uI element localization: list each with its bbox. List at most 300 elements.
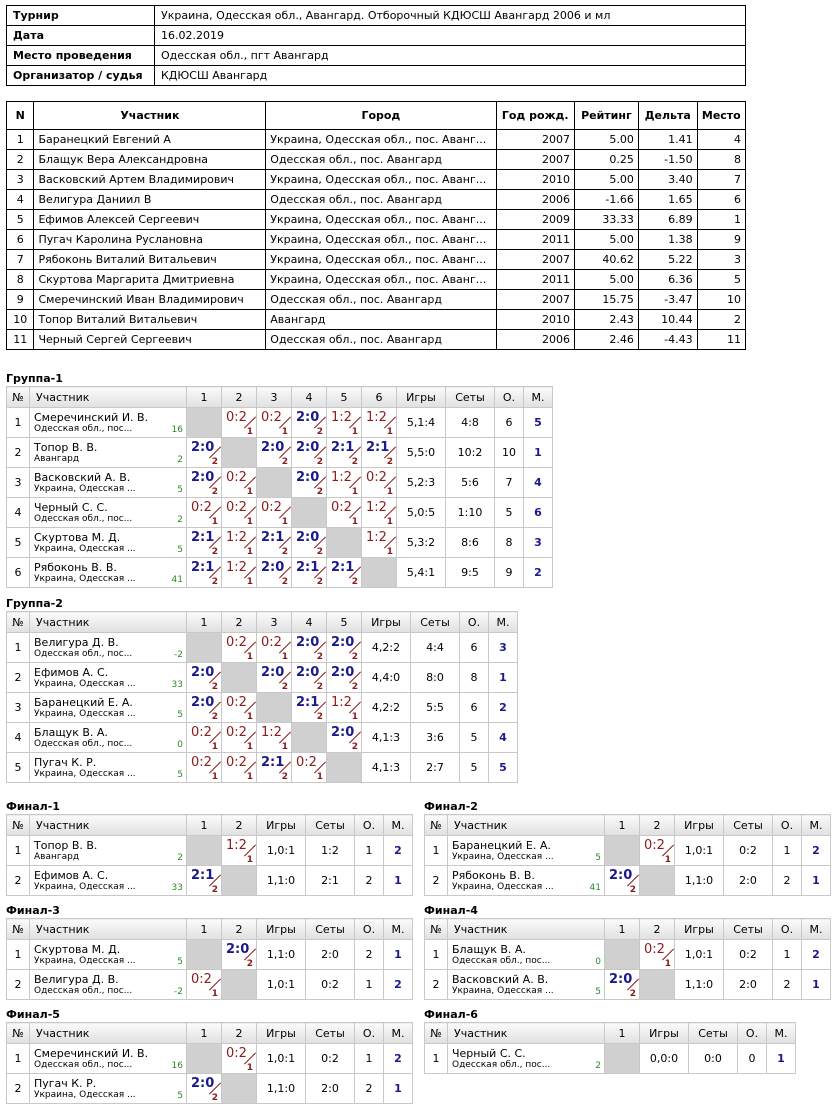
self-cell	[222, 438, 257, 468]
final-place: 2	[802, 836, 831, 866]
group-header: Сеты	[724, 815, 773, 836]
participant-name: Смеречинский И. В.	[34, 1047, 149, 1060]
group-header: М.	[384, 919, 413, 940]
participant-cell	[30, 836, 187, 866]
participant-cell: 2	[7, 150, 34, 170]
match-score: 2:0	[296, 410, 320, 425]
group-row	[7, 970, 413, 1000]
participant-name: Блащук В. А.	[452, 943, 526, 956]
match-points: 2	[351, 457, 358, 467]
match-points: 2	[211, 457, 218, 467]
stat-sets: 4:4	[411, 633, 460, 663]
stat-pts: 2	[355, 1074, 384, 1104]
group-row	[7, 498, 553, 528]
participant-cell: 8	[7, 270, 34, 290]
self-cell	[187, 1044, 222, 1074]
final-place: 6	[524, 498, 553, 528]
stat-games: 4,4:0	[362, 663, 411, 693]
group-header: Игры	[675, 815, 724, 836]
match-score: 2:1	[191, 560, 215, 575]
group-title: Финал-4	[424, 904, 478, 917]
row-number: 2	[7, 866, 30, 896]
stat-sets: 0:2	[724, 836, 773, 866]
match-points: 2	[316, 427, 323, 437]
participant-cell: 2007	[496, 130, 574, 150]
match-result	[187, 498, 222, 528]
group-header-row	[7, 919, 413, 940]
participant-cell: 6.36	[638, 270, 697, 290]
participant-cell: 11	[697, 330, 745, 350]
row-number: 1	[7, 836, 30, 866]
match-points: 1	[386, 517, 393, 527]
match-points: 2	[316, 682, 323, 692]
stat-sets: 1:2	[306, 836, 355, 866]
stat-pts: 1	[355, 970, 384, 1000]
participant-name: Рябоконь В. В.	[452, 869, 535, 882]
match-result	[187, 753, 222, 783]
match-score: 2:0	[296, 470, 320, 485]
participant-rating: 0	[595, 957, 601, 967]
match-result	[292, 663, 327, 693]
group-header: Игры	[257, 919, 306, 940]
match-score: 1:2	[331, 695, 352, 710]
group-header-col: 2	[640, 815, 675, 836]
row-number: 3	[7, 693, 30, 723]
stat-pts: 1	[773, 940, 802, 970]
stat-sets: 0:2	[306, 1044, 355, 1074]
group-header: М.	[384, 815, 413, 836]
participant-cell: 3	[7, 170, 34, 190]
participant-name: Васковский А. В.	[452, 973, 549, 986]
group-table	[6, 918, 413, 1000]
final-place: 2	[384, 836, 413, 866]
match-score: 1:2	[226, 560, 247, 575]
group-header: Участник	[30, 919, 187, 940]
participant-city: Украина, Одесская ...	[34, 769, 136, 779]
group-header: №	[7, 919, 30, 940]
participant-rating: 5	[177, 485, 183, 495]
participant-rating: 33	[171, 883, 183, 893]
group-title: Финал-5	[6, 1008, 60, 1021]
stat-games: 5,5:0	[397, 438, 446, 468]
participant-cell	[30, 693, 187, 723]
participant-name: Ефимов А. С.	[34, 666, 109, 679]
group-row	[7, 836, 413, 866]
participant-rating: 5	[177, 770, 183, 780]
participant-cell: Одесская обл., пос. Авангард	[266, 330, 496, 350]
participant-cell	[30, 468, 187, 498]
match-points: 1	[246, 517, 253, 527]
group-header: №	[425, 815, 448, 836]
participants-header: Город	[266, 102, 496, 130]
final-place: 2	[384, 970, 413, 1000]
stat-sets: 0:2	[306, 970, 355, 1000]
participant-cell: 2010	[496, 170, 574, 190]
stat-games: 1,1:0	[257, 1074, 306, 1104]
stat-sets: 2:0	[724, 970, 773, 1000]
match-points: 2	[281, 577, 288, 587]
match-points: 1	[664, 855, 671, 865]
match-points: 1	[386, 427, 393, 437]
info-value: КДЮСШ Авангард	[155, 66, 746, 86]
match-score: 2:0	[261, 560, 285, 575]
match-result	[222, 633, 257, 663]
match-score: 2:0	[191, 470, 215, 485]
row-number: 4	[7, 723, 30, 753]
group-header: М.	[384, 1023, 413, 1044]
participant-cell: Смеречинский Иван Владимирович	[34, 290, 266, 310]
group-table	[6, 611, 518, 783]
match-points: 2	[316, 487, 323, 497]
match-points: 1	[246, 577, 253, 587]
group-header-col: 3	[257, 387, 292, 408]
participant-name: Велигура Д. В.	[34, 636, 119, 649]
participant-rating: 5	[177, 710, 183, 720]
self-cell	[187, 633, 222, 663]
match-result	[222, 723, 257, 753]
match-points: 2	[211, 487, 218, 497]
stat-games: 1,1:0	[257, 940, 306, 970]
match-score: 2:1	[366, 440, 390, 455]
participant-cell	[30, 438, 187, 468]
match-points: 1	[351, 712, 358, 722]
match-score: 2:0	[296, 635, 320, 650]
participant-cell: Топор Виталий Витальевич	[34, 310, 266, 330]
self-cell	[327, 753, 362, 783]
stat-games: 1,0:1	[675, 940, 724, 970]
match-score: 2:0	[331, 635, 355, 650]
final-place: 4	[524, 468, 553, 498]
match-result	[187, 1074, 222, 1104]
participant-cell	[30, 970, 187, 1000]
match-result	[257, 723, 292, 753]
group-header-col: 4	[292, 387, 327, 408]
group-title: Финал-1	[6, 800, 60, 813]
stat-pts: 8	[460, 663, 489, 693]
match-points: 2	[211, 682, 218, 692]
group-header-col: 1	[187, 919, 222, 940]
participant-cell: Одесская обл., пос. Авангард	[266, 190, 496, 210]
participant-row	[7, 150, 746, 170]
match-score: 2:1	[296, 560, 320, 575]
final-place: 2	[384, 1044, 413, 1074]
match-result	[362, 438, 397, 468]
participant-rating: 2	[177, 455, 183, 465]
participant-cell: 33.33	[574, 210, 638, 230]
match-points: 2	[316, 712, 323, 722]
group-row	[7, 753, 518, 783]
stat-sets: 9:5	[446, 558, 495, 588]
row-number: 2	[425, 866, 448, 896]
group-table	[424, 1022, 796, 1074]
participant-cell: 2011	[496, 270, 574, 290]
match-result	[222, 468, 257, 498]
participant-city: Одесская обл., пос...	[34, 649, 133, 659]
final-place: 1	[802, 970, 831, 1000]
participant-cell: Украина, Одесская обл., пос. Аванг...	[266, 130, 496, 150]
group-row	[7, 528, 553, 558]
info-value: 16.02.2019	[155, 26, 746, 46]
group-header: Игры	[362, 612, 411, 633]
match-score: 2:1	[331, 560, 355, 575]
participant-cell	[30, 528, 187, 558]
group-row	[7, 693, 518, 723]
participant-name: Баранецкий Е. А.	[34, 696, 133, 709]
participant-cell: 9	[7, 290, 34, 310]
participant-cell: 2011	[496, 230, 574, 250]
participant-cell: -1.66	[574, 190, 638, 210]
group-header: О.	[355, 1023, 384, 1044]
participant-cell	[30, 408, 187, 438]
match-result	[327, 438, 362, 468]
group-header: Сеты	[689, 1023, 738, 1044]
match-result	[327, 663, 362, 693]
match-score: 0:2	[226, 470, 247, 485]
participant-row	[7, 270, 746, 290]
participant-cell: 2.43	[574, 310, 638, 330]
group-header: Участник	[30, 1023, 187, 1044]
participant-rating: 5	[595, 987, 601, 997]
match-points: 2	[386, 457, 393, 467]
group-header: О.	[773, 919, 802, 940]
participants-header: Год рожд.	[496, 102, 574, 130]
participant-cell: Велигура Даниил В	[34, 190, 266, 210]
match-points: 1	[246, 742, 253, 752]
info-key: Турнир	[7, 6, 155, 26]
group-header: №	[425, 919, 448, 940]
match-points: 2	[351, 577, 358, 587]
participant-rating: 5	[177, 1091, 183, 1101]
participant-row	[7, 250, 746, 270]
group-header: Участник	[30, 387, 187, 408]
info-row	[7, 46, 746, 66]
participant-cell	[30, 558, 187, 588]
stat-sets: 2:0	[724, 866, 773, 896]
participant-name: Черный С. С.	[452, 1047, 526, 1060]
match-result	[187, 558, 222, 588]
match-score: 2:0	[296, 530, 320, 545]
group-table	[6, 1022, 413, 1104]
participant-rating: 41	[589, 883, 601, 893]
participant-cell	[30, 498, 187, 528]
group-row	[425, 970, 831, 1000]
participant-rating: 0	[177, 740, 183, 750]
participant-rating: 33	[171, 680, 183, 690]
group-header: Сеты	[306, 919, 355, 940]
participant-cell: 11	[7, 330, 34, 350]
participant-cell: -3.47	[638, 290, 697, 310]
participants-header: Дельта	[638, 102, 697, 130]
participant-cell: 5.00	[574, 130, 638, 150]
match-result	[222, 693, 257, 723]
stat-pts: 10	[495, 438, 524, 468]
participant-name: Пугач К. Р.	[34, 756, 97, 769]
group-table	[6, 386, 553, 588]
match-points: 2	[316, 577, 323, 587]
match-points: 2	[629, 885, 636, 895]
group-row	[7, 468, 553, 498]
match-points: 2	[281, 772, 288, 782]
participant-cell	[448, 940, 605, 970]
participant-city: Украина, Одесская ...	[452, 986, 554, 996]
final-place: 4	[489, 723, 518, 753]
participant-city: Одесская обл., пос...	[34, 986, 133, 996]
participant-cell: 5.22	[638, 250, 697, 270]
match-points: 2	[211, 1093, 218, 1103]
stat-pts: 0	[738, 1044, 767, 1074]
match-result	[187, 723, 222, 753]
final-place: 1	[384, 866, 413, 896]
group-header-col: 5	[327, 612, 362, 633]
participant-rating: -2	[174, 650, 183, 660]
row-number: 4	[7, 498, 30, 528]
match-result	[292, 693, 327, 723]
match-points: 2	[211, 547, 218, 557]
stat-pts: 1	[355, 1044, 384, 1074]
participant-rating: 2	[177, 853, 183, 863]
stat-pts: 7	[495, 468, 524, 498]
match-score: 0:2	[226, 725, 247, 740]
self-cell	[222, 866, 257, 896]
participant-cell: 4	[697, 130, 745, 150]
participant-city: Украина, Одесская ...	[34, 544, 136, 554]
group-header-row	[425, 919, 831, 940]
row-number: 1	[7, 1044, 30, 1074]
group-header-row	[425, 1023, 796, 1044]
match-points: 2	[281, 547, 288, 557]
match-result	[257, 633, 292, 663]
match-result	[187, 693, 222, 723]
participant-cell: 5.00	[574, 170, 638, 190]
stat-pts: 9	[495, 558, 524, 588]
stat-games: 4,1:3	[362, 723, 411, 753]
match-result	[292, 438, 327, 468]
final-place: 3	[524, 528, 553, 558]
match-score: 2:0	[191, 440, 215, 455]
group-header-col: 4	[292, 612, 327, 633]
group-header: М.	[524, 387, 553, 408]
group-header: М.	[767, 1023, 796, 1044]
match-points: 1	[664, 959, 671, 969]
match-score: 0:2	[261, 500, 282, 515]
participant-cell: 3.40	[638, 170, 697, 190]
stat-games: 1,0:1	[257, 1044, 306, 1074]
participants-table	[6, 101, 746, 350]
row-number: 1	[425, 1044, 448, 1074]
participant-cell: Украина, Одесская обл., пос. Аванг...	[266, 210, 496, 230]
match-score: 1:2	[261, 725, 282, 740]
participant-cell: Скуртова Маргарита Дмитриевна	[34, 270, 266, 290]
group-header: Участник	[30, 815, 187, 836]
participant-name: Скуртова М. Д.	[34, 943, 121, 956]
group-header-col: 1	[187, 815, 222, 836]
group-header: О.	[355, 919, 384, 940]
match-score: 0:2	[191, 972, 212, 987]
match-result	[640, 940, 675, 970]
stat-pts: 2	[355, 940, 384, 970]
match-points: 2	[316, 547, 323, 557]
group-header: №	[7, 612, 30, 633]
match-result	[257, 528, 292, 558]
match-score: 2:0	[296, 440, 320, 455]
match-result	[292, 558, 327, 588]
stat-sets: 4:8	[446, 408, 495, 438]
participant-city: Украина, Одесская ...	[34, 709, 136, 719]
group-header: М.	[802, 815, 831, 836]
match-score: 2:0	[191, 1076, 215, 1091]
group-title: Финал-6	[424, 1008, 478, 1021]
match-score: 1:2	[226, 838, 247, 853]
participant-cell	[30, 866, 187, 896]
row-number: 1	[7, 940, 30, 970]
match-score: 2:1	[191, 868, 215, 883]
self-cell	[640, 970, 675, 1000]
group-table	[424, 814, 831, 896]
group-row	[7, 866, 413, 896]
match-points: 2	[246, 959, 253, 969]
match-result	[187, 438, 222, 468]
stat-sets: 8:0	[411, 663, 460, 693]
row-number: 1	[425, 836, 448, 866]
participant-city: Одесская обл., пос...	[34, 739, 133, 749]
group-row	[7, 940, 413, 970]
match-score: 0:2	[644, 838, 665, 853]
match-result	[362, 468, 397, 498]
match-score: 0:2	[644, 942, 665, 957]
match-result	[327, 723, 362, 753]
match-result	[292, 633, 327, 663]
stat-games: 5,1:4	[397, 408, 446, 438]
participant-cell: Авангард	[266, 310, 496, 330]
stat-sets: 3:6	[411, 723, 460, 753]
stat-games: 1,0:1	[257, 836, 306, 866]
participant-cell: -1.50	[638, 150, 697, 170]
participant-cell	[448, 1044, 605, 1074]
participant-cell: 2010	[496, 310, 574, 330]
stat-games: 5,4:1	[397, 558, 446, 588]
participant-city: Украина, Одесская ...	[452, 852, 554, 862]
participant-cell: Рябоконь Виталий Витальевич	[34, 250, 266, 270]
match-points: 1	[246, 1063, 253, 1073]
row-number: 3	[7, 468, 30, 498]
participant-row	[7, 290, 746, 310]
stat-games: 4,1:3	[362, 753, 411, 783]
stat-sets: 10:2	[446, 438, 495, 468]
participant-cell: 2006	[496, 330, 574, 350]
row-number: 5	[7, 528, 30, 558]
participant-rating: 16	[171, 425, 183, 435]
final-place: 2	[802, 940, 831, 970]
stat-pts: 1	[773, 836, 802, 866]
participant-cell	[30, 753, 187, 783]
match-result	[327, 408, 362, 438]
participant-city: Украина, Одесская ...	[34, 574, 136, 584]
participant-cell: Черный Сергей Сергеевич	[34, 330, 266, 350]
group-header-row	[7, 1023, 413, 1044]
group-title: Финал-2	[424, 800, 478, 813]
final-place: 2	[489, 693, 518, 723]
group-header-col: 2	[222, 919, 257, 940]
match-result	[222, 1044, 257, 1074]
participant-name: Скуртова М. Д.	[34, 531, 121, 544]
group-header-row	[7, 815, 413, 836]
participant-cell: 2.46	[574, 330, 638, 350]
match-result	[327, 498, 362, 528]
match-result	[257, 498, 292, 528]
match-score: 2:0	[191, 665, 215, 680]
match-result	[292, 408, 327, 438]
stat-games: 1,1:0	[675, 866, 724, 896]
